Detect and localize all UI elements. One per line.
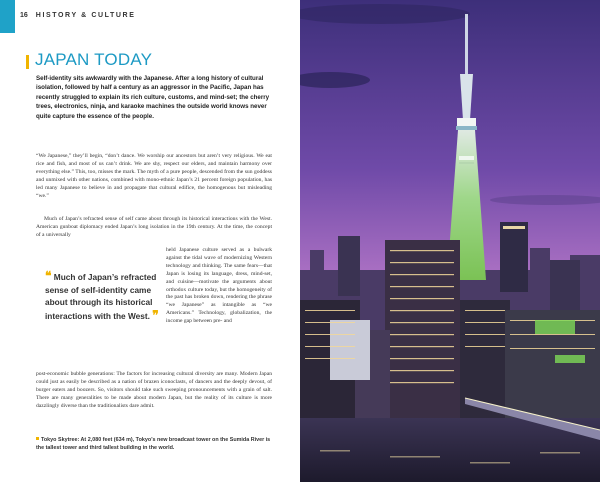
skyline-illustration (300, 0, 600, 482)
body-paragraph-2-end: post-economic bubble generations: The factors for increasing cultural diversity are many. Modern Japan could just as easily be described as a nation of brazen iconoclasts, of dancers and the deeply devout, of burger eaters and boozers. So, visitors should take such sweeping pronouncements with a grain of salt. There are many generalities to be made about modern Japan, but the reality of its culture is more dazzlingly diverse than the traditionalists dare admit. (36, 371, 272, 409)
body-paragraph-2-start (36, 216, 272, 240)
page-tab (0, 0, 15, 33)
pull-quote (45, 270, 160, 322)
caption-text: Tokyo Skytree: At 2,080 feet (634 m), Tokyo’s new broadcast tower on the Sumida River is the tallest tower and third tallest building in the world. (36, 437, 271, 451)
open-quote-icon: ❝ (45, 269, 52, 283)
title-accent-bar (26, 55, 29, 69)
section-name: HISTORY & CULTURE (35, 12, 136, 19)
skytree-photo (300, 0, 600, 482)
body-paragraph-2-column: held Japanese culture served as a bulwark against the tidal wave of modernizing Western technology and thinking. The same fears—that Japan is losing its language, dress, mind-set, and cuisine—motivate the arguments about orthodox culture today, but the homogeneity of the past has broken down, rendering the phrase “we Japanese” as intangible as “we Americans.” Technology, globalization, the income gap between pre- and (166, 247, 272, 325)
photo-caption (36, 436, 272, 452)
caption-bullet-icon (36, 437, 39, 440)
body-paragraph-2-start-text: Much of Japan’s refracted sense of self came about through its historical interactions with the West. American gunboat diplomacy ended Japan’s long isolation in the 19th century. At the time, the concept of a universally (36, 216, 272, 238)
pull-quote-text: Much of Japan’s refracted sense of self-identity came about through its historical interactions with the West. (45, 272, 157, 321)
intro-paragraph: Self-identity sits awkwardly with the Japanese. After a long history of cultural isolation, followed by half a century as an aggressor in the Pacific, Japan has recently struggled to explain its rich culture, customs, and mind-set; the cherry trees, electronics, ninja, and karaoke machines the outside world knows never quite capture the essence of the people. (36, 75, 270, 120)
page-number: 16 (20, 12, 28, 19)
body-paragraph-1: “We Japanese,” they’ll begin, “don’t dance. We worship our ancestors but aren’t very religious. We eat rice and fish, and most of us can’t drink. We are shy, respect our elders, and maintain harmony over everything else.” This, too, misses the mark. The myth of a pure people, descended from the sun goddess and unmixed with other nations, combined with mono-ethnic Japan’s 21 percent foreign population, has led many Japanese to believe in and propagate that cultural edifice, the homogenous but misleading “we.” (36, 153, 272, 199)
running-head (20, 12, 135, 19)
page-title: JAPAN TODAY (35, 50, 153, 69)
close-quote-icon: ❞ (152, 307, 159, 322)
